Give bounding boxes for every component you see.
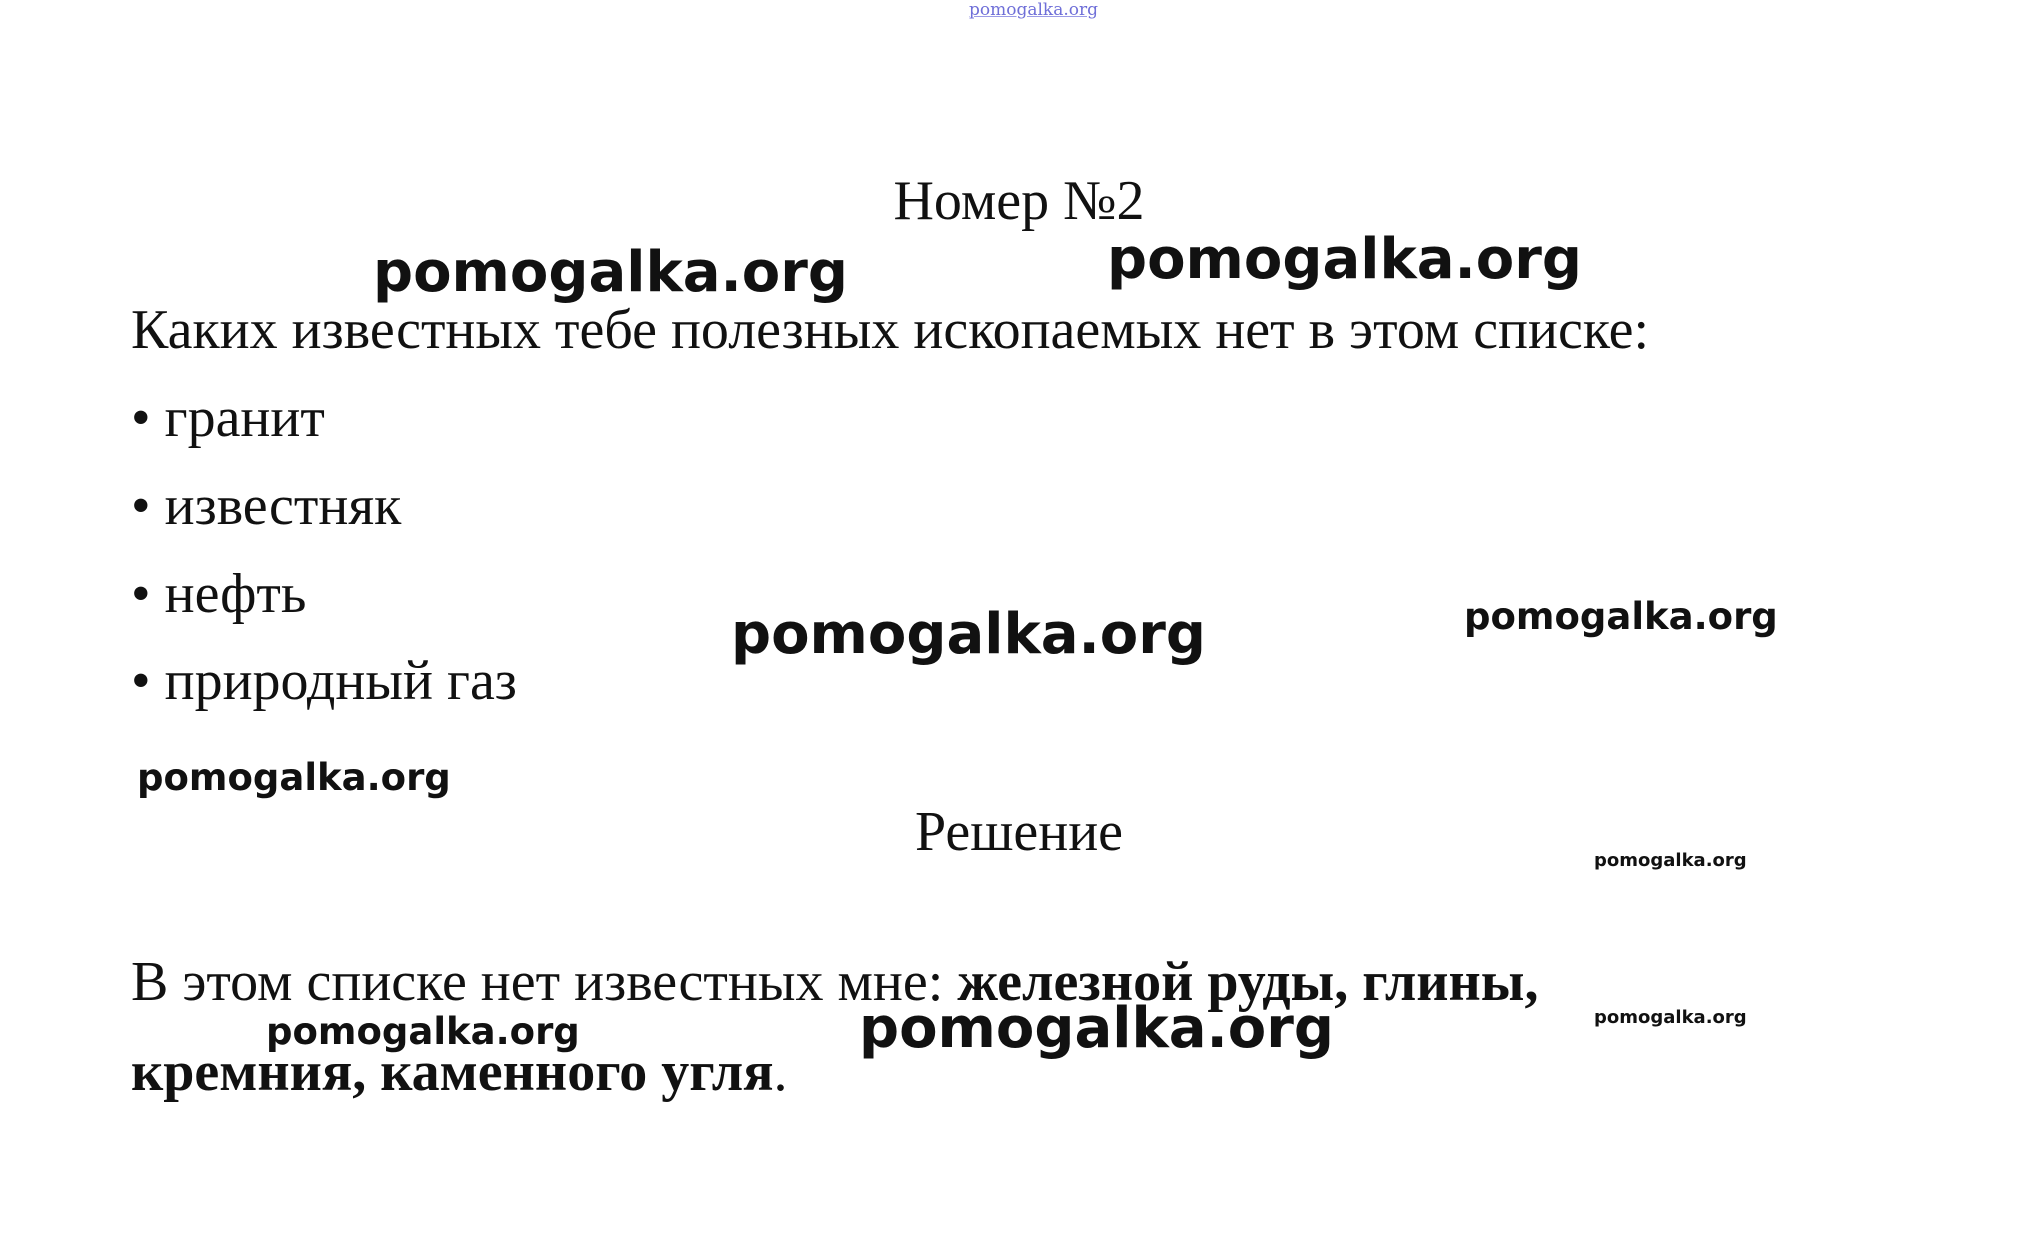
page-title: Номер №2 — [893, 170, 1145, 232]
answer-bold-part-2: кремния, каменного угля — [131, 1041, 774, 1103]
watermark: pomogalka.org — [1464, 595, 1778, 638]
answer-prefix: В этом списке нет известных мне: — [131, 951, 958, 1013]
watermark: pomogalka.org — [266, 1010, 580, 1053]
list-item-natural-gas: • природный газ — [131, 650, 517, 712]
list-item-oil: • нефть — [131, 563, 307, 625]
list-item-granite: • гранит — [131, 387, 325, 449]
watermark: pomogalka.org — [859, 996, 1334, 1061]
solution-heading: Решение — [914, 801, 1124, 863]
answer-suffix: . — [773, 1041, 788, 1103]
watermark: pomogalka.org — [373, 240, 848, 305]
watermark: pomogalka.org — [1594, 1007, 1747, 1028]
answer-bold-part-1: железной руды, глины, — [957, 951, 1539, 1013]
question-text: Каких известных тебе полезных ископаемых нет в этом списке: — [131, 299, 1650, 361]
watermark: pomogalka.org — [731, 602, 1206, 667]
watermark: pomogalka.org — [1107, 227, 1582, 292]
list-item-limestone: • известняк — [131, 475, 402, 537]
site-mark-link[interactable]: pomogalka.org — [969, 0, 1099, 20]
watermark: pomogalka.org — [137, 756, 451, 799]
watermark: pomogalka.org — [1594, 850, 1747, 871]
